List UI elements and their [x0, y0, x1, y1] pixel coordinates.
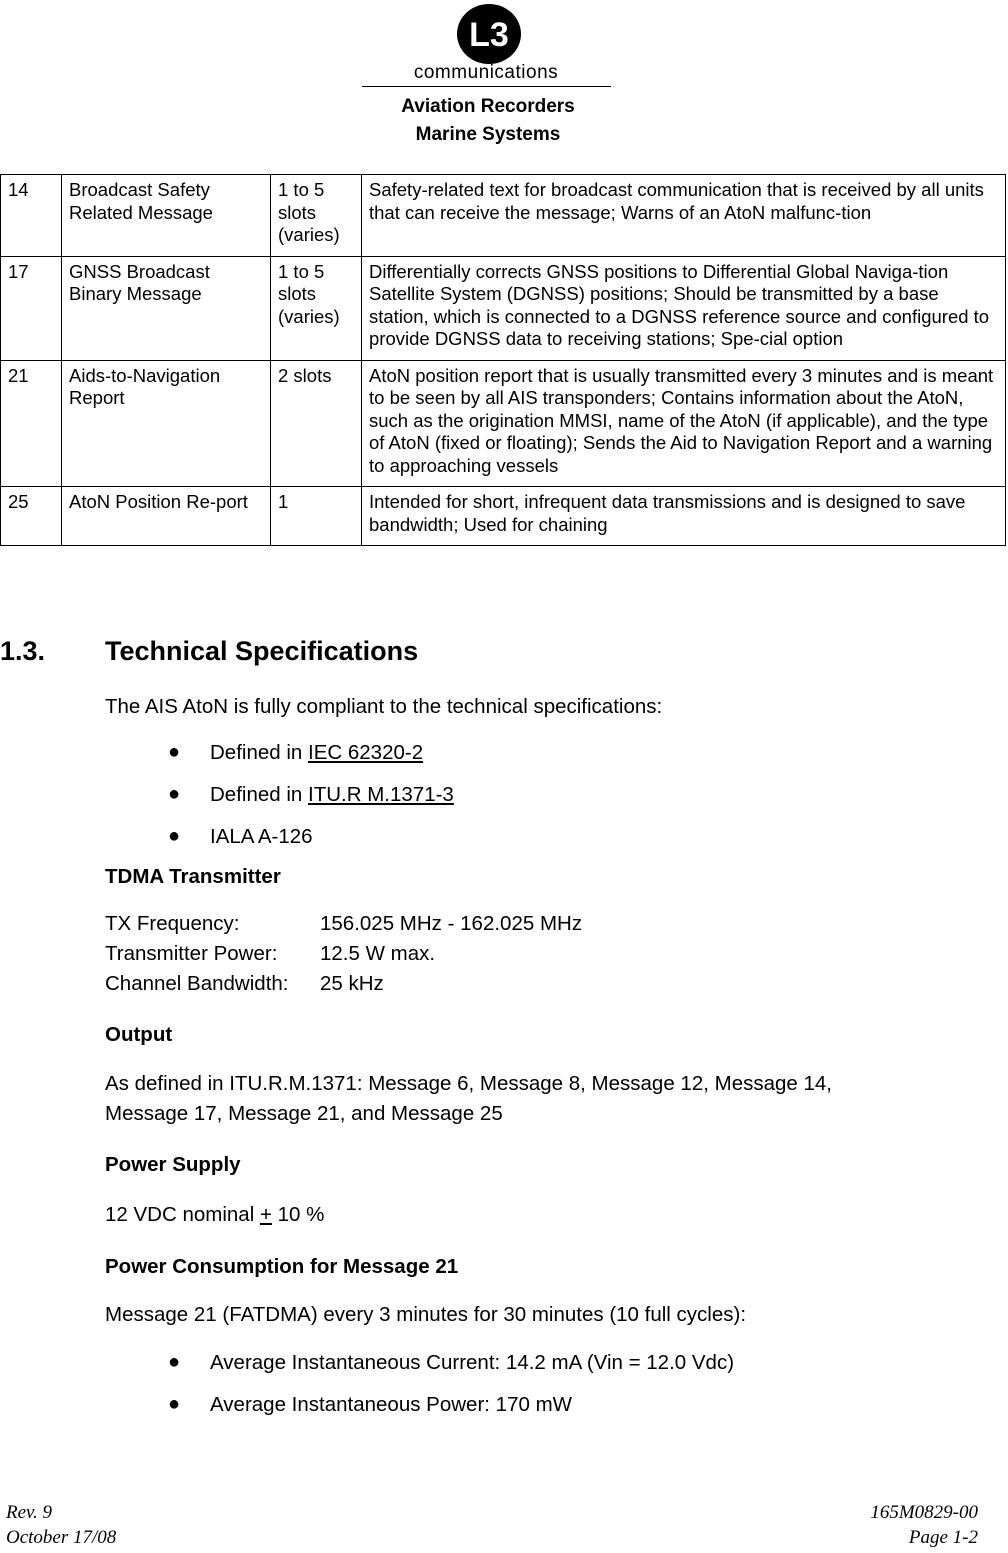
- tdma-heading: TDMA Transmitter: [105, 865, 281, 888]
- plus-minus-sign: +: [259, 1203, 272, 1226]
- l3-logo: [454, 2, 524, 66]
- footer-doc-number: 165M0829-00: [870, 1502, 978, 1523]
- spec-row: [105, 912, 582, 936]
- bullet-icon: ●: [168, 741, 181, 763]
- message-slots-cell: 1 to 5 slots (varies): [271, 256, 362, 360]
- spec-value: 156.025 MHz - 162.025 MHz: [320, 912, 583, 935]
- header-division-2: Marine Systems: [415, 124, 561, 145]
- iec-reference-link[interactable]: IEC 62320-2: [308, 741, 424, 764]
- spec-value: 25 kHz: [320, 972, 384, 995]
- message-id-cell: 25: [1, 487, 62, 546]
- page-header: [0, 0, 1008, 160]
- message-slots-cell: 2 slots: [271, 360, 362, 487]
- spec-bullet-item: Defined in ITU.R M.1371-3: [210, 783, 454, 806]
- message-slots-cell: 1: [271, 487, 362, 546]
- section-title: Technical Specifications: [105, 636, 419, 666]
- spec-label: Channel Bandwidth:: [105, 972, 289, 995]
- message-name-cell: Broadcast Safety Related Message: [62, 175, 271, 257]
- power-consumption-heading: Power Consumption for Message 21: [105, 1255, 459, 1278]
- header-division-1: Aviation Recorders: [401, 96, 575, 117]
- message-description-cell: Safety-related text for broadcast communication that is received by all units that can receive the message; Warns of an AtoN malfunc-tion: [362, 175, 1006, 257]
- message-id-cell: 21: [1, 360, 62, 487]
- power-consumption-intro: Message 21 (FATDMA) every 3 minutes for 30 minutes (10 full cycles):: [105, 1303, 747, 1326]
- bullet-icon: ●: [168, 1351, 181, 1373]
- footer-revision: Rev. 9: [6, 1502, 53, 1523]
- spec-label: TX Frequency:: [105, 912, 240, 935]
- logo-wordmark: communications: [413, 62, 559, 83]
- footer-page-number: Page 1-2: [908, 1527, 978, 1548]
- table-row: [1, 256, 1006, 360]
- bullet-icon: ●: [168, 1393, 181, 1415]
- section-intro: The AIS AtoN is fully compliant to the technical specifications:: [105, 695, 663, 718]
- table-row: [1, 487, 1006, 546]
- power-supply-text: 12 VDC nominal + 10 %: [105, 1203, 325, 1226]
- bullet-icon: ●: [168, 825, 181, 847]
- spec-value: 12.5 W max.: [320, 942, 436, 965]
- bullet-icon: ●: [168, 783, 181, 805]
- spec-label: Transmitter Power:: [105, 942, 278, 965]
- table-row: [1, 360, 1006, 487]
- message-slots-cell: 1 to 5 slots (varies): [271, 175, 362, 257]
- spec-row: [105, 942, 435, 966]
- message-description-cell: Differentially corrects GNSS positions to Differential Global Naviga-tion Satellite System (DGNSS) positions; Should be transmitted by a base station, which is connected to a DGNSS reference source and configured to provide DGNSS data to receiving stations; Spe-cial option: [362, 256, 1006, 360]
- power-bullet-item: Average Instantaneous Current: 14.2 mA (Vin = 12.0 Vdc): [210, 1351, 735, 1374]
- spec-bullet-item: Defined in IEC 62320-2: [210, 741, 424, 764]
- power-bullet-item: Average Instantaneous Power: 170 mW: [210, 1393, 572, 1416]
- message-name-cell: GNSS Broadcast Binary Message: [62, 256, 271, 360]
- logo-mark-text: L3: [469, 16, 509, 54]
- message-name-cell: AtoN Position Re-port: [62, 487, 271, 546]
- spec-row: [105, 972, 384, 996]
- itu-reference-link[interactable]: ITU.R M.1371-3: [308, 783, 454, 806]
- message-id-cell: 14: [1, 175, 62, 257]
- output-heading: Output: [105, 1023, 173, 1046]
- footer-date: October 17/08: [6, 1527, 117, 1548]
- message-description-cell: Intended for short, infrequent data transmissions and is designed to save bandwidth; Used for chaining: [362, 487, 1006, 546]
- message-id-cell: 17: [1, 256, 62, 360]
- message-table: [0, 174, 1006, 546]
- output-text-line: As defined in ITU.R.M.1371: Message 6, Message 8, Message 12, Message 14,: [105, 1072, 832, 1095]
- spec-bullet-item: IALA A-126: [210, 825, 313, 848]
- l3-logo-mark: [454, 2, 524, 66]
- section-number: 1.3.: [0, 636, 46, 666]
- table-row: [1, 175, 1006, 257]
- message-name-cell: Aids-to-Navigation Report: [62, 360, 271, 487]
- logo-rule: [362, 86, 611, 87]
- section-heading: [0, 636, 418, 667]
- message-description-cell: AtoN position report that is usually transmitted every 3 minutes and is meant to be seen by all AIS transponders; Contains information about the AtoN, such as the origination MMSI, name of the AtoN (if applicable), and the type of AtoN (fixed or floating); Sends the Aid to Navigation Report and a warning to approaching vessels: [362, 360, 1006, 487]
- power-supply-heading: Power Supply: [105, 1153, 241, 1176]
- output-text-line: Message 17, Message 21, and Message 25: [105, 1102, 503, 1125]
